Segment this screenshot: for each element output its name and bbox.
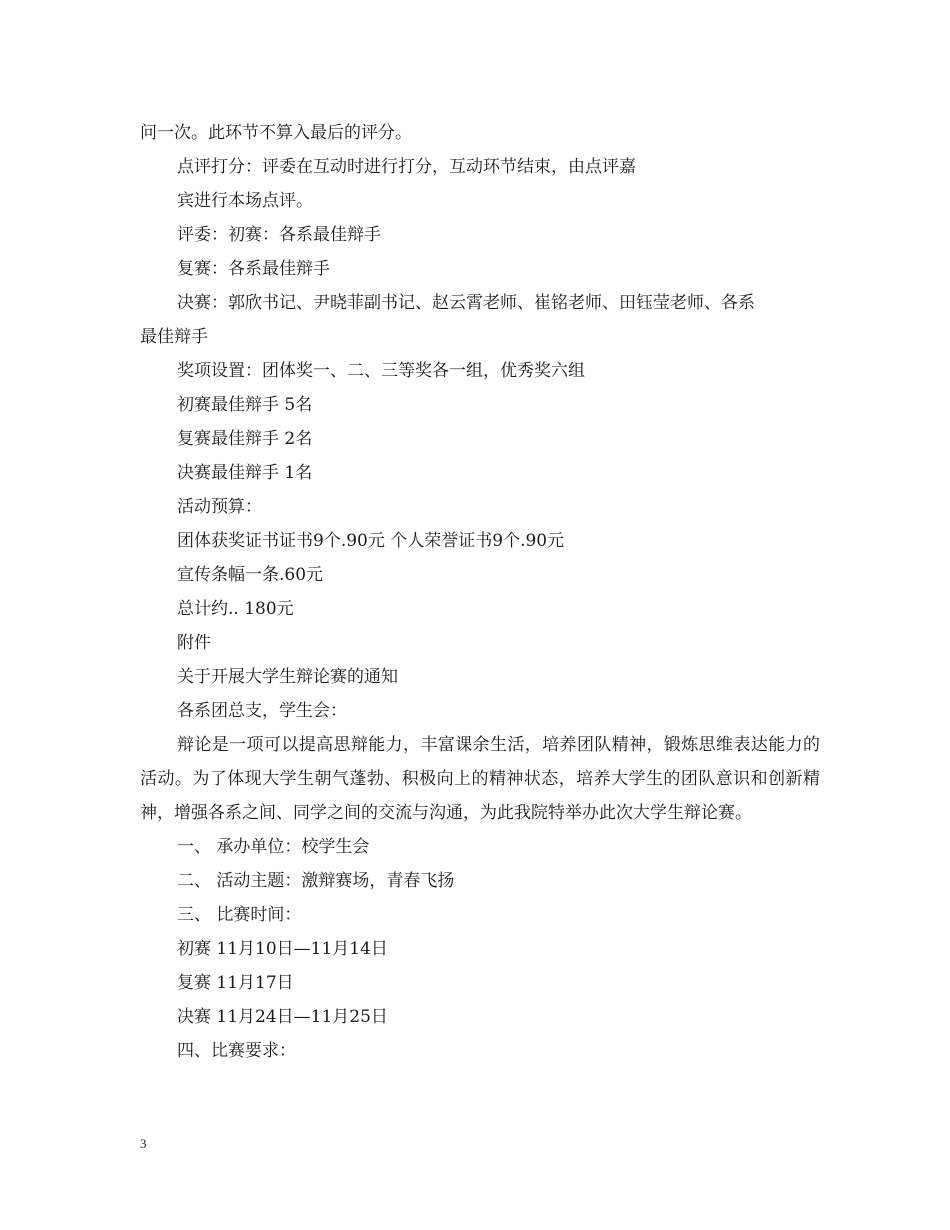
text-line: 宾进行本场点评。 bbox=[177, 191, 313, 211]
text-line: 复赛 11月17日 bbox=[177, 973, 294, 993]
text-line: 点评打分：评委在互动时进行打分，互动环节结束，由点评嘉 bbox=[177, 157, 636, 177]
text-line: 活动预算： bbox=[177, 497, 262, 517]
document-body bbox=[140, 116, 820, 1068]
paragraph: 辩论是一项可以提高思辩能力，丰富课余生活，培养团队精神，锻炼思维表达能力的活动。为了体现大学生朝气蓬勃、积极向上的精神状态，培养大学生的团队意识和创新精神，增强各系之间、同学之间的交流与沟通，为此我院特举办此次大学生辩论赛。 bbox=[140, 735, 820, 823]
text-line: 初赛最佳辩手 5名 bbox=[177, 395, 313, 415]
text-line: 三、 比赛时间： bbox=[177, 905, 302, 925]
text-line: 复赛最佳辩手 2名 bbox=[177, 429, 313, 449]
text-line: 宣传条幅一条.60元 bbox=[177, 565, 324, 585]
text-line: 决赛：郭欣书记、尹晓菲副书记、赵云霄老师、崔铭老师、田钰莹老师、各系 bbox=[177, 293, 755, 313]
text-line: 问一次。此环节不算入最后的评分。 bbox=[140, 123, 412, 143]
text-line: 各系团总支，学生会： bbox=[177, 701, 347, 721]
text-line: 评委：初赛：各系最佳辩手 bbox=[177, 225, 381, 245]
text-line: 初赛 11月10日—11月14日 bbox=[177, 939, 388, 959]
text-line: 最佳辩手 bbox=[140, 327, 208, 347]
text-line: 总计约.. 180元 bbox=[177, 599, 294, 619]
text-line: 复赛：各系最佳辩手 bbox=[177, 259, 330, 279]
text-line: 四、比赛要求： bbox=[177, 1041, 296, 1061]
text-line: 决赛最佳辩手 1名 bbox=[177, 463, 313, 483]
text-line: 决赛 11月24日—11月25日 bbox=[177, 1007, 388, 1027]
text-line: 关于开展大学生辩论赛的通知 bbox=[177, 667, 398, 687]
text-line: 二、 活动主题：激辩赛场，青春飞扬 bbox=[177, 871, 455, 891]
text-line: 团体获奖证书证书9个.90元 个人荣誉证书9个.90元 bbox=[177, 531, 565, 551]
text-line: 奖项设置：团体奖一、二、三等奖各一组，优秀奖六组 bbox=[177, 361, 585, 381]
page-number: 3 bbox=[140, 1136, 147, 1151]
text-line: 一、 承办单位：校学生会 bbox=[177, 837, 370, 857]
text-line: 附件 bbox=[177, 633, 211, 653]
